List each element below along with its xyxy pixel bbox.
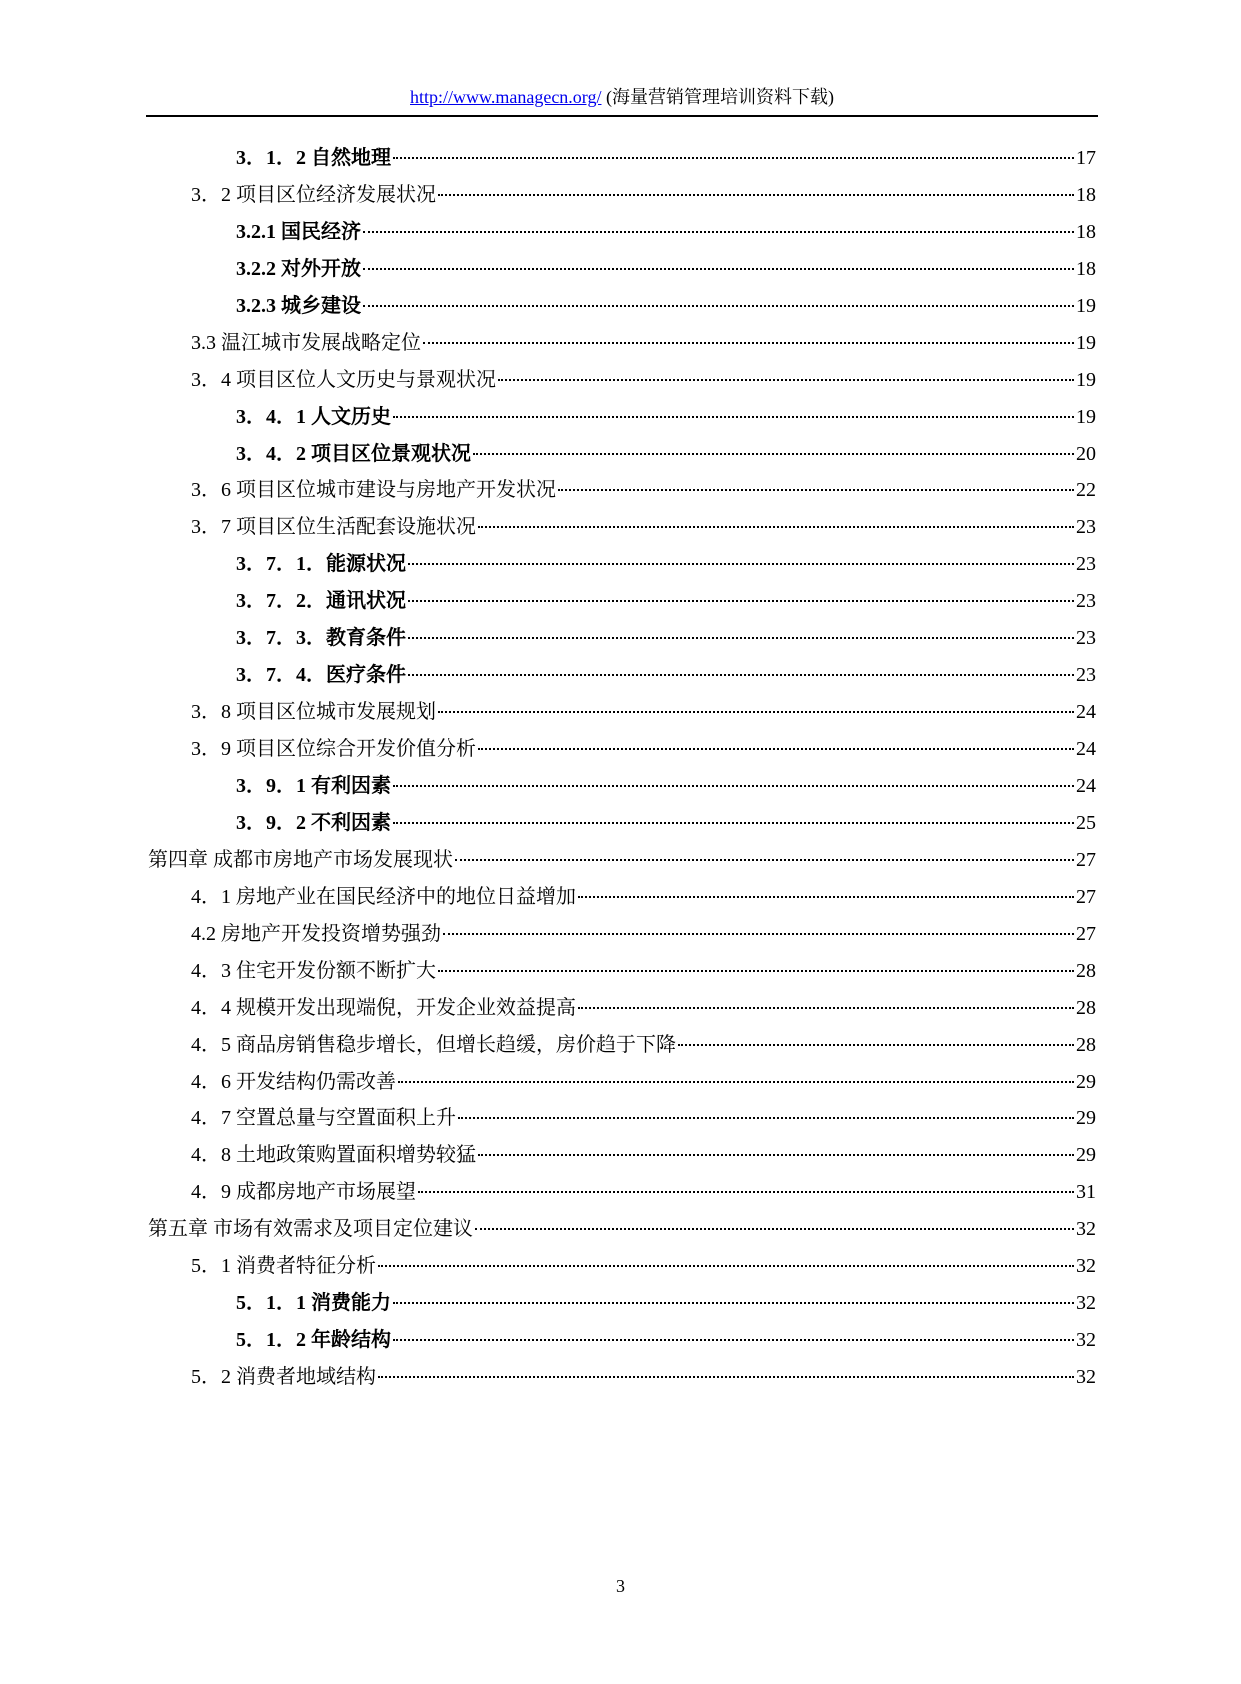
header-url-link[interactable]: http://www.managecn.org/: [410, 87, 602, 107]
toc-entry-page: 28: [1076, 997, 1096, 1019]
toc-entry-page: 18: [1076, 258, 1096, 280]
toc-dot-leader: [393, 1339, 1074, 1341]
toc-dot-leader: [458, 1117, 1074, 1119]
toc-entry-title: 4．6 开发结构仍需改善: [191, 1071, 396, 1093]
toc-dot-leader: [478, 526, 1074, 528]
toc-entry-page: 19: [1076, 295, 1096, 317]
toc-entry[interactable]: [191, 993, 1096, 1023]
toc-entry-title: 4．1 房地产业在国民经济中的地位日益增加: [191, 886, 576, 908]
toc-entry-title: 3．9．1 有利因素: [236, 775, 391, 797]
toc-dot-leader: [478, 748, 1074, 750]
toc-entry-title: 3.2.2 对外开放: [236, 258, 361, 280]
toc-dot-leader: [418, 1191, 1074, 1193]
toc-dot-leader: [408, 637, 1074, 639]
toc-dot-leader: [475, 1228, 1074, 1230]
toc-entry-page: 23: [1076, 590, 1096, 612]
toc-dot-leader: [393, 157, 1074, 159]
toc-dot-leader: [408, 563, 1074, 565]
toc-entry-title: 3．6 项目区位城市建设与房地产开发状况: [191, 479, 556, 501]
toc-entry[interactable]: [191, 956, 1096, 986]
toc-entry[interactable]: [191, 1251, 1096, 1281]
toc-dot-leader: [393, 1302, 1074, 1304]
toc-dot-leader: [443, 933, 1074, 935]
toc-entry[interactable]: [191, 697, 1096, 727]
toc-entry-page: 25: [1076, 812, 1096, 834]
toc-entry[interactable]: [191, 1140, 1096, 1170]
toc-entry-title: 5．1．1 消费能力: [236, 1292, 391, 1314]
toc-entry[interactable]: [236, 1288, 1096, 1318]
toc-entry[interactable]: [236, 623, 1096, 653]
toc-dot-leader: [378, 1265, 1074, 1267]
toc-dot-leader: [578, 896, 1074, 898]
toc-entry-title: 5．1．2 年龄结构: [236, 1329, 391, 1351]
toc-entry-title: 3．2 项目区位经济发展状况: [191, 184, 436, 206]
toc-entry-title: 3．8 项目区位城市发展规划: [191, 701, 436, 723]
toc-entry[interactable]: [236, 660, 1096, 690]
toc-entry[interactable]: [191, 919, 1096, 949]
toc-dot-leader: [498, 379, 1074, 381]
toc-entry-page: 29: [1076, 1107, 1096, 1129]
toc-entry[interactable]: [236, 1325, 1096, 1355]
toc-entry-page: 18: [1076, 221, 1096, 243]
toc-entry[interactable]: [191, 1103, 1096, 1133]
toc-dot-leader: [438, 970, 1074, 972]
toc-entry[interactable]: [236, 291, 1096, 321]
toc-entry-page: 20: [1076, 443, 1096, 465]
toc-dot-leader: [393, 822, 1074, 824]
toc-entry-page: 31: [1076, 1181, 1096, 1203]
toc-entry-title: 4．5 商品房销售稳步增长，但增长趋缓，房价趋于下降: [191, 1034, 676, 1056]
toc-entry[interactable]: [236, 586, 1096, 616]
toc-dot-leader: [578, 1007, 1074, 1009]
toc-entry-page: 32: [1076, 1366, 1096, 1388]
toc-entry-title: 3．4 项目区位人文历史与景观状况: [191, 369, 496, 391]
toc-entry-page: 18: [1076, 184, 1096, 206]
toc-entry[interactable]: [236, 771, 1096, 801]
toc-entry[interactable]: [148, 845, 1096, 875]
toc-dot-leader: [473, 453, 1074, 455]
toc-entry[interactable]: [191, 512, 1096, 542]
toc-entry-title: 3．7 项目区位生活配套设施状况: [191, 516, 476, 538]
toc-entry-page: 28: [1076, 960, 1096, 982]
toc-dot-leader: [363, 231, 1074, 233]
toc-dot-leader: [558, 489, 1074, 491]
toc-dot-leader: [393, 416, 1074, 418]
toc-entry[interactable]: [191, 475, 1096, 505]
toc-entry-title: 4．8 土地政策购置面积增势较猛: [191, 1144, 476, 1166]
toc-entry-page: 29: [1076, 1071, 1096, 1093]
toc-entry-page: 27: [1076, 886, 1096, 908]
toc-entry-page: 24: [1076, 775, 1096, 797]
toc-entry-title: 3.3 温江城市发展战略定位: [191, 332, 421, 354]
toc-entry-title: 第四章 成都市房地产市场发展现状: [148, 849, 453, 871]
toc-entry-title: 3．9．2 不利因素: [236, 812, 391, 834]
toc-entry-page: 23: [1076, 553, 1096, 575]
toc-dot-leader: [378, 1376, 1074, 1378]
toc-dot-leader: [423, 342, 1074, 344]
toc-entry[interactable]: [191, 734, 1096, 764]
toc-dot-leader: [363, 305, 1074, 307]
toc-entry[interactable]: [148, 1214, 1096, 1244]
toc-dot-leader: [363, 268, 1074, 270]
toc-entry-page: 17: [1076, 147, 1096, 169]
toc-entry[interactable]: [191, 882, 1096, 912]
toc-entry-page: 28: [1076, 1034, 1096, 1056]
toc-entry-title: 3．4．2 项目区位景观状况: [236, 443, 471, 465]
toc-entry-page: 19: [1076, 332, 1096, 354]
toc-entry[interactable]: [236, 402, 1096, 432]
toc-dot-leader: [455, 859, 1074, 861]
toc-entry[interactable]: [236, 254, 1096, 284]
toc-dot-leader: [438, 194, 1074, 196]
toc-entry-title: 3．7．2．通讯状况: [236, 590, 406, 612]
toc-entry-title: 4．3 住宅开发份额不断扩大: [191, 960, 436, 982]
toc-entry-page: 23: [1076, 664, 1096, 686]
toc-dot-leader: [393, 785, 1074, 787]
toc-entry-title: 第五章 市场有效需求及项目定位建议: [148, 1218, 473, 1240]
toc-entry[interactable]: [236, 808, 1096, 838]
toc-entry-title: 5．1 消费者特征分析: [191, 1255, 376, 1277]
toc-entry-page: 32: [1076, 1218, 1096, 1240]
toc-entry-page: 24: [1076, 701, 1096, 723]
toc-entry-page: 19: [1076, 369, 1096, 391]
toc-entry[interactable]: [191, 1177, 1096, 1207]
toc-entry-page: 29: [1076, 1144, 1096, 1166]
toc-entry-title: 3．4．1 人文历史: [236, 406, 391, 428]
toc-dot-leader: [438, 711, 1074, 713]
toc-entry[interactable]: [236, 549, 1096, 579]
toc-entry-title: 4．4 规模开发出现端倪，开发企业效益提高: [191, 997, 576, 1019]
toc-entry-page: 24: [1076, 738, 1096, 760]
toc-dot-leader: [678, 1044, 1074, 1046]
toc-entry-page: 23: [1076, 627, 1096, 649]
toc-entry[interactable]: [191, 1362, 1096, 1392]
header-note: (海量营销管理培训资料下载): [601, 87, 834, 107]
toc-entry[interactable]: [191, 1030, 1096, 1060]
toc-entry-title: 3.2.3 城乡建设: [236, 295, 361, 317]
toc-dot-leader: [408, 600, 1074, 602]
toc-entry-title: 4．7 空置总量与空置面积上升: [191, 1107, 456, 1129]
toc-entry[interactable]: [236, 143, 1096, 173]
toc-entry-title: 3．9 项目区位综合开发价值分析: [191, 738, 476, 760]
toc-entry-page: 32: [1076, 1292, 1096, 1314]
toc-entry[interactable]: [191, 1067, 1096, 1097]
toc-entry-title: 3.2.1 国民经济: [236, 221, 361, 243]
toc-entry-title: 5．2 消费者地域结构: [191, 1366, 376, 1388]
page-number: 3: [616, 1576, 625, 1596]
toc-entry-page: 27: [1076, 849, 1096, 871]
toc-entry-title: 4．9 成都房地产市场展望: [191, 1181, 416, 1203]
toc-entry-page: 23: [1076, 516, 1096, 538]
toc-entry[interactable]: [236, 217, 1096, 247]
toc-entry-page: 19: [1076, 406, 1096, 428]
toc-dot-leader: [408, 674, 1074, 676]
toc-entry-title: 4.2 房地产开发投资增势强劲: [191, 923, 441, 945]
toc-entry[interactable]: [236, 439, 1096, 469]
toc-entry[interactable]: [191, 180, 1096, 210]
toc-entry-page: 27: [1076, 923, 1096, 945]
toc-entry-page: 32: [1076, 1329, 1096, 1351]
toc-entry[interactable]: [191, 328, 1096, 358]
toc-entry[interactable]: [191, 365, 1096, 395]
toc-dot-leader: [478, 1154, 1074, 1156]
toc-entry-title: 3．7．3．教育条件: [236, 627, 406, 649]
toc-entry-page: 22: [1076, 479, 1096, 501]
toc-entry-title: 3．7．1．能源状况: [236, 553, 406, 575]
toc-entry-title: 3．1．2 自然地理: [236, 147, 391, 169]
toc-entry-page: 32: [1076, 1255, 1096, 1277]
toc-entry-title: 3．7．4．医疗条件: [236, 664, 406, 686]
toc-dot-leader: [398, 1081, 1074, 1083]
